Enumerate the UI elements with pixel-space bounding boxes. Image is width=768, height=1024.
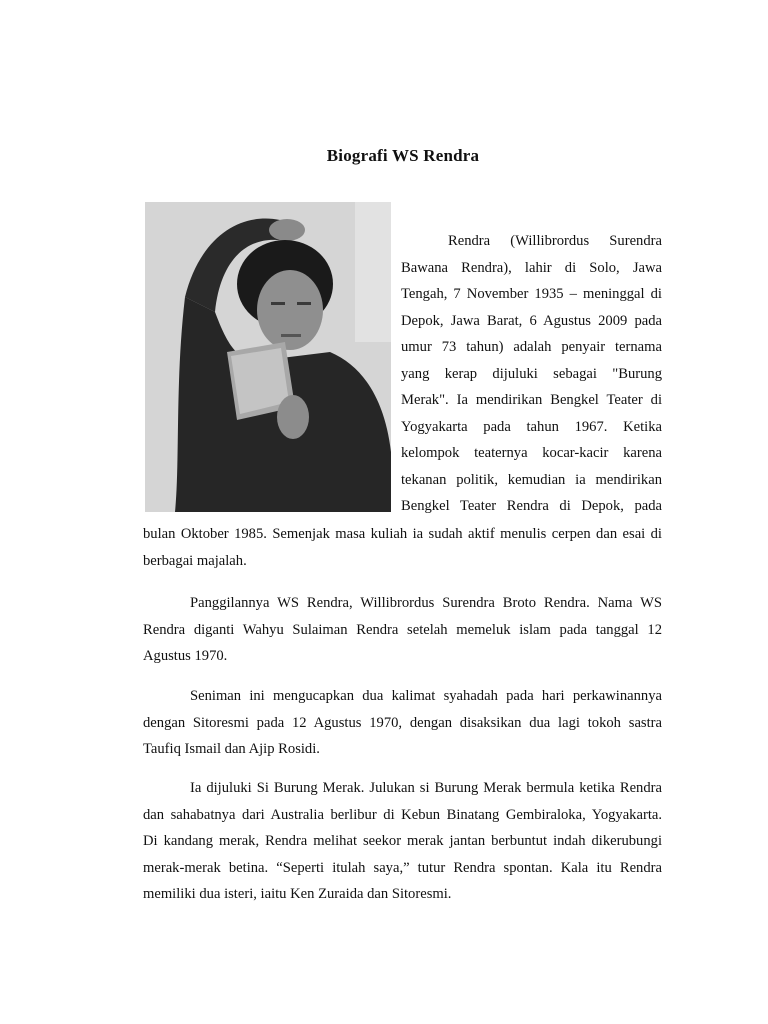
- paragraph-1-beside-photo: [401, 228, 662, 520]
- text-line: umur 73 tahun) adalah penyair ternama: [401, 339, 662, 355]
- text-line: Merak". Ia mendirikan Bengkel Teater di: [401, 392, 662, 408]
- text-line: Ia dijuluki Si Burung Merak. Julukan si Burung Merak bermula ketika Rendra: [190, 780, 662, 796]
- text-line: Bawana Rendra), lahir di Solo, Jawa: [401, 259, 662, 276]
- text-line: kelompok teaternya kocar-kacir karena: [401, 445, 662, 461]
- text-line: Rendra diganti Wahyu Sulaiman Rendra setelah memeluk islam pada tanggal 12: [143, 621, 662, 638]
- portrait-photo: [145, 202, 391, 512]
- text-line: Tengah, 7 November 1935 – meninggal di: [401, 286, 662, 302]
- text-line: dan sahabatnya dari Australia berlibur di Kebun Binatang Gembiraloka, Yogyakarta.: [143, 806, 662, 823]
- text-line: Di kandang merak, Rendra melihat seekor merak jantan berbuntut indah dikerubungi: [143, 833, 662, 849]
- paragraph-2: [143, 590, 662, 670]
- text-line: bulan Oktober 1985. Semenjak masa kuliah ia sudah aktif menulis cerpen dan esai di: [143, 526, 662, 542]
- text-line: memiliki dua isteri, iaitu Ken Zuraida dan Sitoresmi.: [143, 886, 452, 902]
- text-line: berbagai majalah.: [143, 552, 247, 569]
- text-line: Seniman ini mengucapkan dua kalimat syahadah pada hari perkawinannya: [190, 688, 662, 704]
- paragraph-1-continued: [143, 521, 662, 574]
- text-line: Bengkel Teater Rendra di Depok, pada: [401, 498, 662, 514]
- text-line: Depok, Jawa Barat, 6 Agustus 2009 pada: [401, 312, 662, 329]
- text-line: Taufiq Ismail dan Ajip Rosidi.: [143, 741, 320, 757]
- text-line: Panggilannya WS Rendra, Willibrordus Surendra Broto Rendra. Nama WS: [190, 595, 662, 611]
- document-title: Biografi WS Rendra: [326, 146, 480, 165]
- text-line: Rendra (Willibrordus Surendra: [448, 233, 662, 249]
- text-line: yang kerap dijuluki sebagai "Burung: [401, 365, 662, 382]
- paragraph-4: [143, 775, 662, 908]
- text-line: merak-merak betina. “Seperti itulah saya,” tutur Rendra spontan. Kala itu Rendra: [143, 859, 662, 876]
- text-line: tekanan politik, kemudian ia mendirikan: [401, 471, 662, 488]
- text-line: Yogyakarta pada tahun 1967. Ketika: [401, 418, 662, 435]
- text-line: dengan Sitoresmi pada 12 Agustus 1970, dengan disaksikan dua lagi tokoh sastra: [143, 714, 662, 731]
- text-line: Agustus 1970.: [143, 648, 228, 664]
- paragraph-3: [143, 683, 662, 763]
